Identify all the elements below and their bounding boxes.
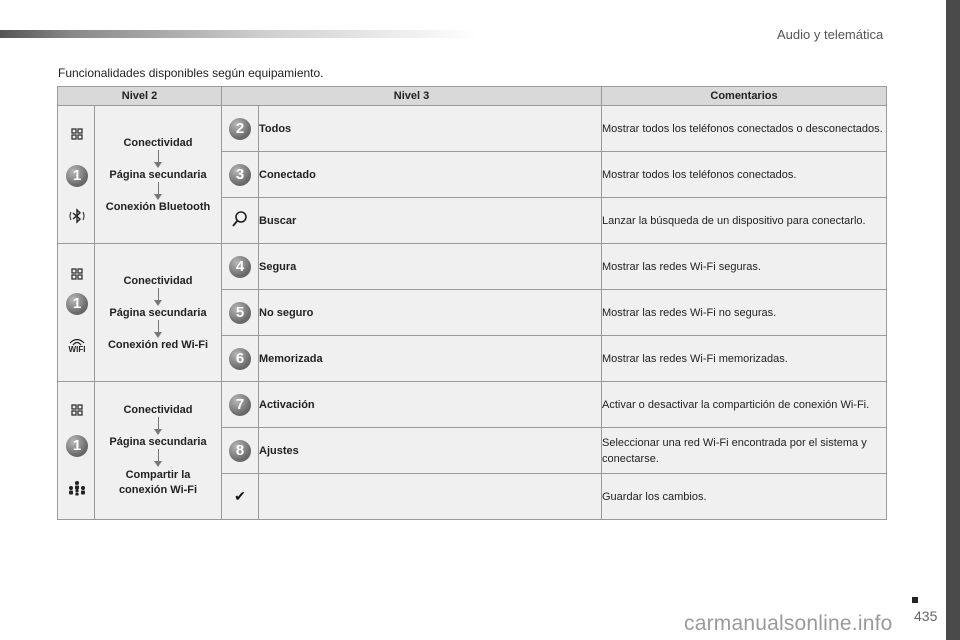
group-icons-wifi — [58, 244, 95, 382]
page-number: 435 — [914, 608, 938, 624]
level-3-badge: 4 — [229, 256, 251, 278]
level-2-item: Conectividad — [123, 136, 193, 149]
wifi-icon — [66, 338, 88, 354]
header-nivel-2: Nivel 2 — [58, 87, 222, 106]
badge-cell — [222, 152, 259, 198]
down-arrow-icon — [158, 288, 159, 302]
level-1-badge: 1 — [66, 165, 88, 187]
group-icons-bluetooth — [58, 106, 95, 244]
level-3-badge: 3 — [229, 164, 251, 186]
bluetooth-icon — [69, 208, 85, 224]
grid-icon — [69, 402, 85, 418]
table-row — [58, 382, 887, 428]
section-title: Audio y telemática — [777, 27, 884, 42]
share-people-icon — [66, 480, 88, 496]
table-row — [58, 106, 887, 152]
option-comment: Guardar los cambios. — [602, 474, 887, 520]
wifi-icon-label: WIFI — [68, 345, 86, 354]
table-row — [58, 244, 887, 290]
level-2-item: Conexión red Wi-Fi — [107, 338, 209, 351]
badge-cell — [222, 244, 259, 290]
level-3-badge: 2 — [229, 118, 251, 140]
level-1-badge: 1 — [66, 293, 88, 315]
option-comment: Mostrar las redes Wi-Fi no seguras. — [602, 290, 887, 336]
down-arrow-icon — [158, 320, 159, 334]
level-2-item: Conectividad — [123, 403, 193, 416]
level-2-item: Conexión Bluetooth — [105, 200, 211, 213]
page-marker-dot — [912, 597, 918, 603]
badge-cell — [222, 336, 259, 382]
level-2-item: Página secundaria — [109, 168, 207, 181]
option-label: Activación — [259, 382, 602, 428]
badge-cell — [222, 290, 259, 336]
down-arrow-icon — [158, 150, 159, 164]
option-comment: Mostrar todos los teléfonos conectados o desconectados. — [602, 106, 887, 152]
level-3-badge: 7 — [229, 394, 251, 416]
page-edge-strip — [946, 0, 960, 640]
intro-text: Funcionalidades disponibles según equipamiento. — [58, 66, 324, 80]
search-icon — [231, 219, 249, 231]
menu-table — [57, 86, 887, 520]
option-label: Ajustes — [259, 428, 602, 474]
option-comment: Mostrar las redes Wi-Fi memorizadas. — [602, 336, 887, 382]
level-2-item: Conectividad — [123, 274, 193, 287]
level-2-path-bluetooth — [95, 106, 222, 244]
badge-cell — [222, 474, 259, 520]
option-label: Conectado — [259, 152, 602, 198]
level-2-path-wifi — [95, 244, 222, 382]
header-nivel-3: Nivel 3 — [222, 87, 602, 106]
badge-cell — [222, 428, 259, 474]
level-3-badge: 5 — [229, 302, 251, 324]
down-arrow-icon — [158, 182, 159, 196]
watermark: carmanualsonline.info — [684, 612, 893, 635]
option-comment: Lanzar la búsqueda de un dispositivo para conectarlo. — [602, 198, 887, 244]
option-comment: Mostrar las redes Wi-Fi seguras. — [602, 244, 887, 290]
header-gradient-bar — [0, 30, 480, 38]
level-3-badge: 8 — [229, 440, 251, 462]
level-2-item: Compartir la conexión Wi-Fi — [118, 468, 198, 496]
grid-icon — [69, 126, 85, 142]
level-2-path-share — [95, 382, 222, 520]
down-arrow-icon — [158, 449, 159, 463]
option-label: No seguro — [259, 290, 602, 336]
option-label: Segura — [259, 244, 602, 290]
group-icons-share — [58, 382, 95, 520]
table-header-row — [58, 87, 887, 106]
option-label: Memorizada — [259, 336, 602, 382]
level-1-badge: 1 — [66, 435, 88, 457]
header-comentarios: Comentarios — [602, 87, 887, 106]
option-label: Buscar — [259, 198, 602, 244]
option-comment: Activar o desactivar la compartición de conexión Wi-Fi. — [602, 382, 887, 428]
down-arrow-icon — [158, 417, 159, 431]
level-2-item: Página secundaria — [109, 306, 207, 319]
option-comment: Seleccionar una red Wi-Fi encontrada por el sistema y conectarse. — [602, 428, 887, 474]
grid-icon — [69, 266, 85, 282]
option-label — [259, 474, 602, 520]
level-2-item: Página secundaria — [109, 435, 207, 448]
badge-cell — [222, 382, 259, 428]
badge-cell — [222, 106, 259, 152]
badge-cell — [222, 198, 259, 244]
checkmark-icon: ✔ — [234, 488, 246, 504]
option-comment: Mostrar todos los teléfonos conectados. — [602, 152, 887, 198]
option-label: Todos — [259, 106, 602, 152]
level-3-badge: 6 — [229, 348, 251, 370]
